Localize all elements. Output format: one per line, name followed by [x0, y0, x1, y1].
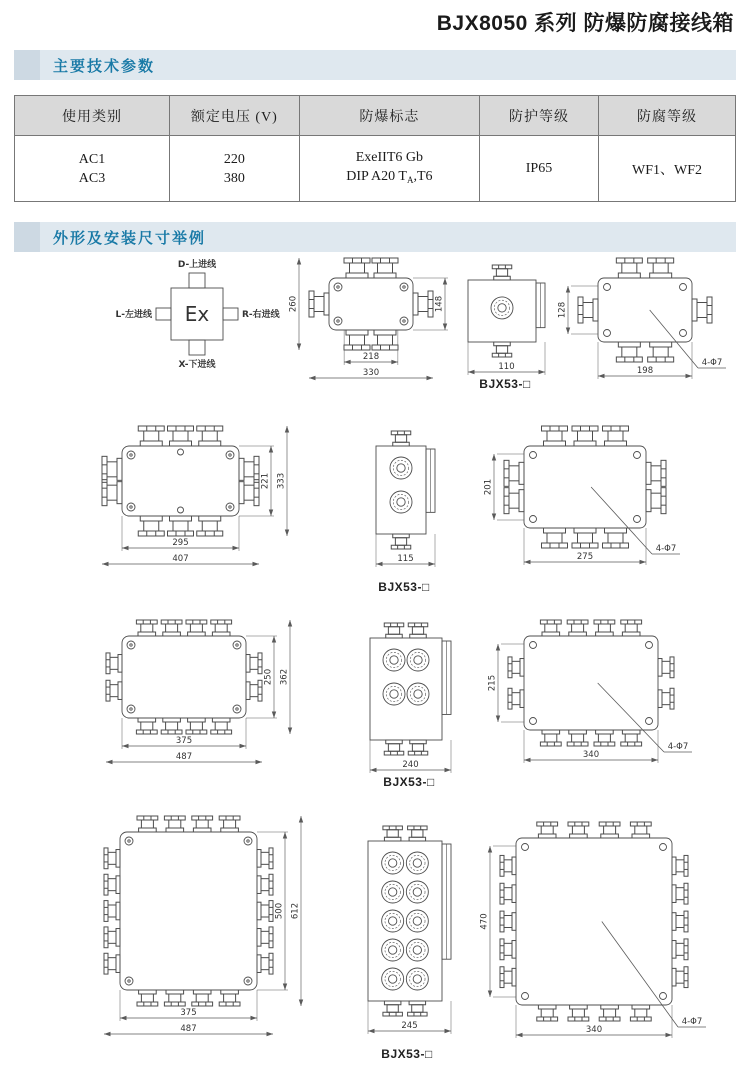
svg-text:375: 375 [180, 1008, 197, 1018]
usage-line-2: AC3 [78, 170, 106, 186]
model-label-row1: BJX53-□ [479, 377, 531, 391]
svg-text:330: 330 [362, 368, 380, 378]
cell-protection: IP65 [480, 136, 599, 202]
model-label-row2: BJX53-□ [378, 580, 430, 594]
ex-mark-subscript: A [406, 174, 414, 185]
side-view-row2 [356, 420, 456, 578]
svg-text:333: 333 [276, 472, 287, 490]
svg-text:218: 218 [362, 352, 380, 362]
svg-text:375: 375 [175, 736, 193, 746]
svg-text:D-上进线: D-上进线 [177, 260, 217, 270]
usage-line-1: AC1 [78, 151, 106, 167]
svg-text:407: 407 [172, 554, 189, 564]
back-view-row1 [552, 252, 742, 394]
svg-text:295: 295 [172, 538, 189, 548]
svg-text:215: 215 [487, 674, 498, 692]
col-header-protection: 防护等级 [480, 96, 599, 136]
cell-corrosion: WF1、WF2 [598, 136, 735, 202]
side-view-row1 [448, 254, 566, 386]
svg-text:487: 487 [175, 752, 193, 762]
svg-text:201: 201 [483, 478, 494, 496]
ex-mark-post: ,T6 [413, 168, 433, 184]
svg-text:L-左进线: L-左进线 [115, 310, 152, 320]
svg-text:245: 245 [401, 1021, 418, 1031]
svg-text:362: 362 [279, 668, 290, 686]
voltage-line-1: 220 [223, 151, 245, 167]
svg-text:340: 340 [585, 1025, 603, 1035]
back-view-row2 [478, 420, 696, 580]
svg-text:115: 115 [397, 554, 414, 564]
col-header-ex-mark: 防爆标志 [299, 96, 479, 136]
svg-text:340: 340 [582, 750, 600, 760]
page-title: BJX8050 系列 防爆防腐接线箱 [436, 12, 734, 35]
ex-mark-pre: DIP A20 T [346, 168, 407, 184]
svg-text:487: 487 [180, 1024, 197, 1034]
back-view-row3 [478, 610, 708, 782]
svg-text:198: 198 [636, 366, 654, 376]
svg-text:R-右进线: R-右进线 [242, 310, 280, 320]
svg-text:221: 221 [260, 472, 271, 490]
svg-text:250: 250 [263, 668, 274, 686]
front-view-row3 [98, 610, 310, 782]
model-label-row3: BJX53-□ [383, 775, 435, 789]
svg-text:500: 500 [274, 902, 285, 920]
svg-text:X-下进线: X-下进线 [178, 360, 216, 370]
inlet-direction-legend [108, 254, 303, 370]
model-label-row4: BJX53-□ [381, 1047, 433, 1061]
svg-text:275: 275 [576, 552, 594, 562]
front-view-row4 [96, 806, 321, 1054]
ex-mark-line-1: ExeIIT6 Gb [355, 149, 424, 165]
col-header-corrosion: 防腐等级 [598, 96, 735, 136]
col-header-usage: 使用类别 [15, 96, 170, 136]
back-view-row4 [470, 812, 722, 1057]
svg-text:470: 470 [479, 913, 490, 930]
svg-text:4-Φ7: 4-Φ7 [701, 358, 723, 368]
svg-text:128: 128 [557, 301, 568, 319]
svg-text:240: 240 [402, 760, 419, 770]
svg-text:4-Φ7: 4-Φ7 [655, 544, 677, 554]
svg-text:4-Φ7: 4-Φ7 [667, 742, 689, 752]
front-view-row1 [283, 252, 461, 394]
svg-text:612: 612 [290, 902, 301, 920]
side-view-row3 [350, 612, 472, 784]
section-title-dimensions: 外形及安装尺寸举例 [53, 229, 207, 247]
svg-text:4-Φ7: 4-Φ7 [681, 1017, 703, 1027]
svg-text:148: 148 [434, 295, 445, 313]
svg-text:110: 110 [498, 362, 515, 372]
front-view-row2 [98, 420, 303, 580]
side-view-row4 [348, 815, 472, 1045]
svg-text:260: 260 [288, 295, 299, 313]
section-title-tech-params: 主要技术参数 [53, 57, 156, 75]
svg-text:Ex: Ex [184, 302, 210, 326]
voltage-line-2: 380 [223, 170, 245, 186]
col-header-voltage: 额定电压 (V) [170, 96, 300, 136]
